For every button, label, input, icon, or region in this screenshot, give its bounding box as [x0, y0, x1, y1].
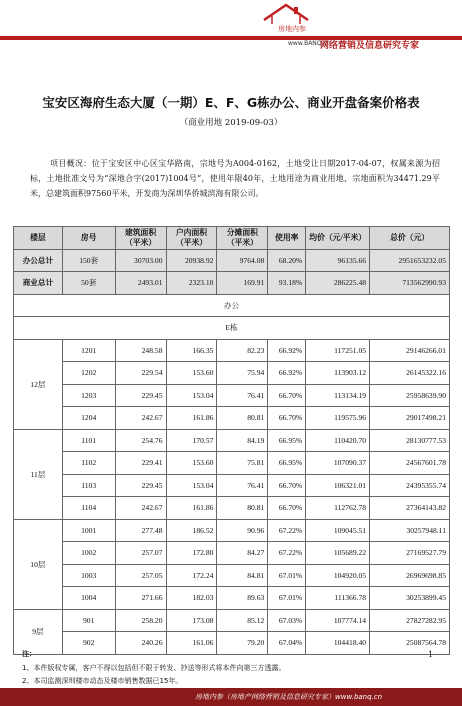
- table-cell: 258.20: [115, 609, 166, 632]
- table-cell: 89.63: [217, 587, 268, 610]
- table-cell: 67.01%: [268, 587, 306, 610]
- table-cell: 111366.78: [306, 587, 370, 610]
- table-cell: 75.94: [217, 362, 268, 385]
- table-cell: 161.86: [166, 407, 217, 430]
- col-header: 使用率: [268, 227, 306, 250]
- room-number: 1003: [62, 564, 115, 587]
- room-number: 1001: [62, 519, 115, 542]
- table-cell: 119575.96: [306, 407, 370, 430]
- total-total: 2951653232.05: [370, 249, 450, 272]
- room-number: 1202: [62, 362, 115, 385]
- logo-site: www.BANQ.cn: [288, 40, 331, 47]
- table-cell: 106321.01: [306, 474, 370, 497]
- note-item: 2、本司监测深圳楼市动态及楼市销售数据已15年。: [22, 677, 183, 685]
- note-item: 1、本件版权专属，客户不得以包括但不限于转发、抄送等形式将本件向第三方透露。: [22, 663, 286, 672]
- table-cell: 84.81: [217, 564, 268, 587]
- room-number: 1103: [62, 474, 115, 497]
- table-cell: 90.96: [217, 519, 268, 542]
- table-cell: 84.27: [217, 542, 268, 565]
- table-cell: 24395355.74: [370, 474, 450, 497]
- table-cell: 153.60: [166, 452, 217, 475]
- total-rate: 93.18%: [268, 272, 306, 295]
- table-cell: 67.22%: [268, 542, 306, 565]
- table-cell: 257.05: [115, 564, 166, 587]
- table-cell: 66.70%: [268, 497, 306, 520]
- table-cell: 25087564.78: [370, 632, 450, 655]
- table-cell: 229.54: [115, 362, 166, 385]
- table-cell: 229.45: [115, 384, 166, 407]
- table-cell: 27827282.95: [370, 609, 450, 632]
- table-row: [14, 519, 450, 542]
- table-cell: 109045.51: [306, 519, 370, 542]
- table-cell: 29017498.21: [370, 407, 450, 430]
- total-inner: 20938.92: [166, 249, 217, 272]
- table-cell: 257.07: [115, 542, 166, 565]
- table-cell: 229.45: [115, 474, 166, 497]
- table-cell: 67.01%: [268, 564, 306, 587]
- table-cell: 229.41: [115, 452, 166, 475]
- table-cell: 107774.14: [306, 609, 370, 632]
- room-number: 1002: [62, 542, 115, 565]
- page-number: 1: [428, 650, 434, 659]
- table-cell: 170.57: [166, 429, 217, 452]
- table-cell: 26145322.16: [370, 362, 450, 385]
- room-number: 1201: [62, 339, 115, 362]
- floor-label: 11层: [14, 429, 63, 519]
- table-row: [14, 407, 450, 430]
- table-cell: 277.48: [115, 519, 166, 542]
- col-header: 建筑面积（平米）: [115, 227, 166, 250]
- table-cell: 153.04: [166, 474, 217, 497]
- table-cell: 173.08: [166, 609, 217, 632]
- table-cell: 82.23: [217, 339, 268, 362]
- table-cell: 240.26: [115, 632, 166, 655]
- total-row: [14, 249, 450, 272]
- total-shared: 169.91: [217, 272, 268, 295]
- floor-label: 10层: [14, 519, 63, 609]
- table-cell: 242.67: [115, 497, 166, 520]
- project-summary: 项目概况：位于宝安区中心区宝华路南，宗地号为A004-0162，土地受让日期2017-04-07，权属来源为招标，土地批准文号为“深地合字(2017)1004号”，使用年限40年，土地用途为商业用地，宗地面积为34471.29平米，总建筑面积97560平米，开发商为深圳华侨城滨海有限公司。: [30, 159, 440, 198]
- room-number: 1004: [62, 587, 115, 610]
- footer-bar: [0, 688, 462, 706]
- table-row: [14, 497, 450, 520]
- room-number: 901: [62, 609, 115, 632]
- table-row: [14, 452, 450, 475]
- header-bar: [0, 0, 462, 50]
- table-cell: 66.92%: [268, 362, 306, 385]
- table-row: [14, 339, 450, 362]
- total-label: 商业总计: [14, 272, 63, 295]
- table-row: [14, 609, 450, 632]
- page-title: 宝安区海府生态大厦（一期）E、F、G栋办公、商业开盘备案价格表: [42, 95, 420, 110]
- table-cell: 161.06: [166, 632, 217, 655]
- building-row: [14, 317, 450, 340]
- table-header-row: [14, 227, 450, 250]
- table-cell: 66.95%: [268, 429, 306, 452]
- table-row: [14, 362, 450, 385]
- room-number: 1102: [62, 452, 115, 475]
- table-cell: 27364143.82: [370, 497, 450, 520]
- table-cell: 76.41: [217, 474, 268, 497]
- table-cell: 110420.70: [306, 429, 370, 452]
- table-cell: 104920.05: [306, 564, 370, 587]
- table-row: [14, 384, 450, 407]
- floor-label: 9层: [14, 609, 63, 654]
- table-cell: 66.92%: [268, 339, 306, 362]
- section-label: 办公: [14, 294, 450, 317]
- table-cell: 166.35: [166, 339, 217, 362]
- col-header: 户内面积（平米）: [166, 227, 217, 250]
- total-avg: 96135.66: [306, 249, 370, 272]
- table-cell: 113903.12: [306, 362, 370, 385]
- table-cell: 105689.22: [306, 542, 370, 565]
- floor-label: 12层: [14, 339, 63, 429]
- table-cell: 66.70%: [268, 407, 306, 430]
- table-cell: 66.95%: [268, 452, 306, 475]
- notes-heading: 注：: [22, 650, 36, 658]
- table-cell: 67.04%: [268, 632, 306, 655]
- table-cell: 113134.19: [306, 384, 370, 407]
- table-cell: 84.19: [217, 429, 268, 452]
- total-build: 2493.01: [115, 272, 166, 295]
- table-cell: 172.24: [166, 564, 217, 587]
- table-row: [14, 542, 450, 565]
- table-row: [14, 587, 450, 610]
- table-cell: 30253899.45: [370, 587, 450, 610]
- total-total: 713562990.93: [370, 272, 450, 295]
- table-cell: 107090.37: [306, 452, 370, 475]
- total-inner: 2323.10: [166, 272, 217, 295]
- table-cell: 172.80: [166, 542, 217, 565]
- table-cell: 248.58: [115, 339, 166, 362]
- table-cell: 28130777.53: [370, 429, 450, 452]
- col-header: 楼层: [14, 227, 63, 250]
- table-cell: 30257948.11: [370, 519, 450, 542]
- table-cell: 242.67: [115, 407, 166, 430]
- total-label: 办公总计: [14, 249, 63, 272]
- notes: [22, 648, 420, 689]
- total-build: 30703.00: [115, 249, 166, 272]
- logo-brand-text: 房地内参: [278, 25, 306, 33]
- table-cell: 80.81: [217, 497, 268, 520]
- table-cell: 182.03: [166, 587, 217, 610]
- total-row: [14, 272, 450, 295]
- room-number: 1104: [62, 497, 115, 520]
- table-cell: 117251.05: [306, 339, 370, 362]
- room-number: 1101: [62, 429, 115, 452]
- room-number: 1204: [62, 407, 115, 430]
- table-cell: 67.03%: [268, 609, 306, 632]
- table-cell: 76.41: [217, 384, 268, 407]
- table-cell: 24567601.78: [370, 452, 450, 475]
- col-header: 均价（元/平米）: [306, 227, 370, 250]
- table-cell: 27169527.79: [370, 542, 450, 565]
- table-cell: 26969698.85: [370, 564, 450, 587]
- table-cell: 153.60: [166, 362, 217, 385]
- total-rate: 68.20%: [268, 249, 306, 272]
- room-number: 1203: [62, 384, 115, 407]
- table-cell: 66.70%: [268, 384, 306, 407]
- table-cell: 66.70%: [268, 474, 306, 497]
- table-cell: 186.52: [166, 519, 217, 542]
- total-units: 50套: [62, 272, 115, 295]
- col-header: 分摊面积（平米）: [217, 227, 268, 250]
- table-row: [14, 564, 450, 587]
- table-cell: 161.86: [166, 497, 217, 520]
- total-units: 150套: [62, 249, 115, 272]
- table-cell: 254.76: [115, 429, 166, 452]
- header-slogan: 网络营销及信息研究专家: [320, 41, 420, 51]
- table-cell: 80.81: [217, 407, 268, 430]
- page-subtitle: （商业用地 2019-09-03）: [179, 118, 283, 128]
- table-cell: 271.66: [115, 587, 166, 610]
- table-cell: 79.20: [217, 632, 268, 655]
- table-cell: 67.22%: [268, 519, 306, 542]
- building-label: E栋: [14, 317, 450, 340]
- col-header: 总价（元）: [370, 227, 450, 250]
- col-header: 房号: [62, 227, 115, 250]
- price-table: [13, 226, 450, 655]
- table-cell: 104418.40: [306, 632, 370, 655]
- total-shared: 9764.08: [217, 249, 268, 272]
- table-cell: 25958639.90: [370, 384, 450, 407]
- table-row: [14, 429, 450, 452]
- section-row: [14, 294, 450, 317]
- room-number: 902: [62, 632, 115, 655]
- table-cell: 29146266.01: [370, 339, 450, 362]
- table-cell: 75.81: [217, 452, 268, 475]
- footer-text: 房地内参（房地产网络营销及信息研究专家）www.banq.cn: [195, 693, 383, 701]
- table-cell: 153.04: [166, 384, 217, 407]
- table-cell: 112762.78: [306, 497, 370, 520]
- total-avg: 286225.48: [306, 272, 370, 295]
- table-row: [14, 474, 450, 497]
- table-cell: 85.12: [217, 609, 268, 632]
